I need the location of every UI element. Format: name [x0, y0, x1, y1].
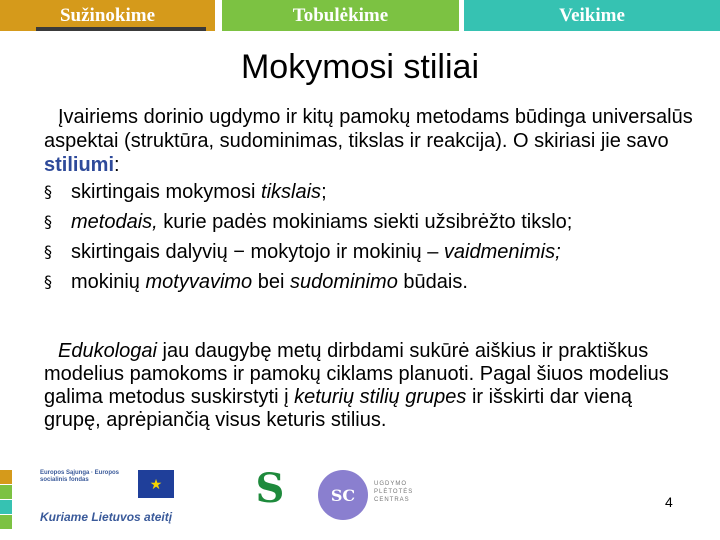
- bullet-italic: tikslais: [261, 181, 322, 203]
- tab-label: Veikime: [559, 4, 625, 26]
- intro-text: Įvairiems dorinio ugdymo ir kitų pamokų metodams būdinga universalūs aspektai (struktūra, sudominimas, tikslas ir reakcija). O skiriasi jie savo: [44, 106, 693, 152]
- ministry-logo: [230, 464, 310, 528]
- bullet-italic: vaidmenimis;: [443, 241, 561, 263]
- bullet-text: būdais.: [397, 271, 468, 293]
- bullet-text: kurie padės mokiniams siekti užsibrėžto tikslo;: [157, 211, 573, 233]
- eu-flag-icon: ★: [138, 470, 174, 498]
- active-tab-indicator: [36, 27, 206, 31]
- paragraph-text: jau daugybę metų dirbdami sukūrė aiškius ir praktiškus modelius pamokoms ir pamokų ciklams planuoti. Pagal šiuos modelius galima metodus suskirstyti į: [44, 340, 669, 408]
- edukologai-paragraph: [44, 340, 694, 432]
- tab-suzinokime[interactable]: [0, 0, 215, 31]
- bullet-italic: motyvavimo: [145, 271, 253, 293]
- list-item: [44, 207, 704, 237]
- eu-small-text: Europos Sąjunga · Europos socialinis fondas: [40, 470, 120, 483]
- intro-end: :: [114, 154, 120, 176]
- udc-emblem-icon: SC: [318, 470, 368, 520]
- bullet-list: [44, 177, 704, 297]
- page-number: 4: [665, 494, 673, 510]
- top-tab-bar: [0, 0, 720, 31]
- bullet-icon: §: [44, 242, 52, 261]
- bullet-icon: §: [44, 272, 52, 291]
- tab-tobulekime[interactable]: [222, 0, 459, 31]
- intro-highlight: stiliumi: [44, 154, 115, 176]
- bullet-text: mokinių: [71, 271, 146, 293]
- ministry-emblem-icon: S: [255, 465, 285, 512]
- eu-slogan: Kuriame Lietuvos ateitį: [40, 510, 173, 524]
- bullet-text: skirtingais dalyvių − mokytojo ir mokinių –: [71, 241, 444, 263]
- list-item: [44, 237, 704, 267]
- bullet-icon: §: [44, 212, 52, 231]
- list-item: [44, 267, 704, 297]
- paragraph-italic: keturių stilių grupes: [294, 386, 467, 408]
- bullet-italic: metodais,: [71, 211, 158, 233]
- eu-logo: [40, 470, 188, 526]
- bullet-text: skirtingais mokymosi: [71, 181, 262, 203]
- udc-logo: [318, 470, 438, 526]
- tab-veikime[interactable]: [464, 0, 720, 31]
- list-item: [44, 177, 704, 207]
- bullet-text: bei: [252, 271, 290, 293]
- bullet-icon: §: [44, 182, 52, 201]
- tab-label: Tobulėkime: [292, 4, 389, 26]
- color-strip: [0, 470, 12, 528]
- bullet-text: ;: [321, 181, 327, 203]
- paragraph-italic: Edukologai: [58, 340, 157, 362]
- paragraph-text: ir išskirti dar vieną grupę, aprėpiančią visus keturis stilius.: [44, 386, 632, 431]
- intro-paragraph: [44, 105, 694, 177]
- footer-logos: [30, 462, 430, 532]
- bullet-italic: sudominimo: [290, 271, 398, 293]
- udc-text: UGDYMO PLĖTOTĖS CENTRAS: [374, 481, 414, 503]
- page-title: Mokymosi stiliai: [240, 48, 480, 86]
- tab-label: Sužinokime: [59, 4, 156, 26]
